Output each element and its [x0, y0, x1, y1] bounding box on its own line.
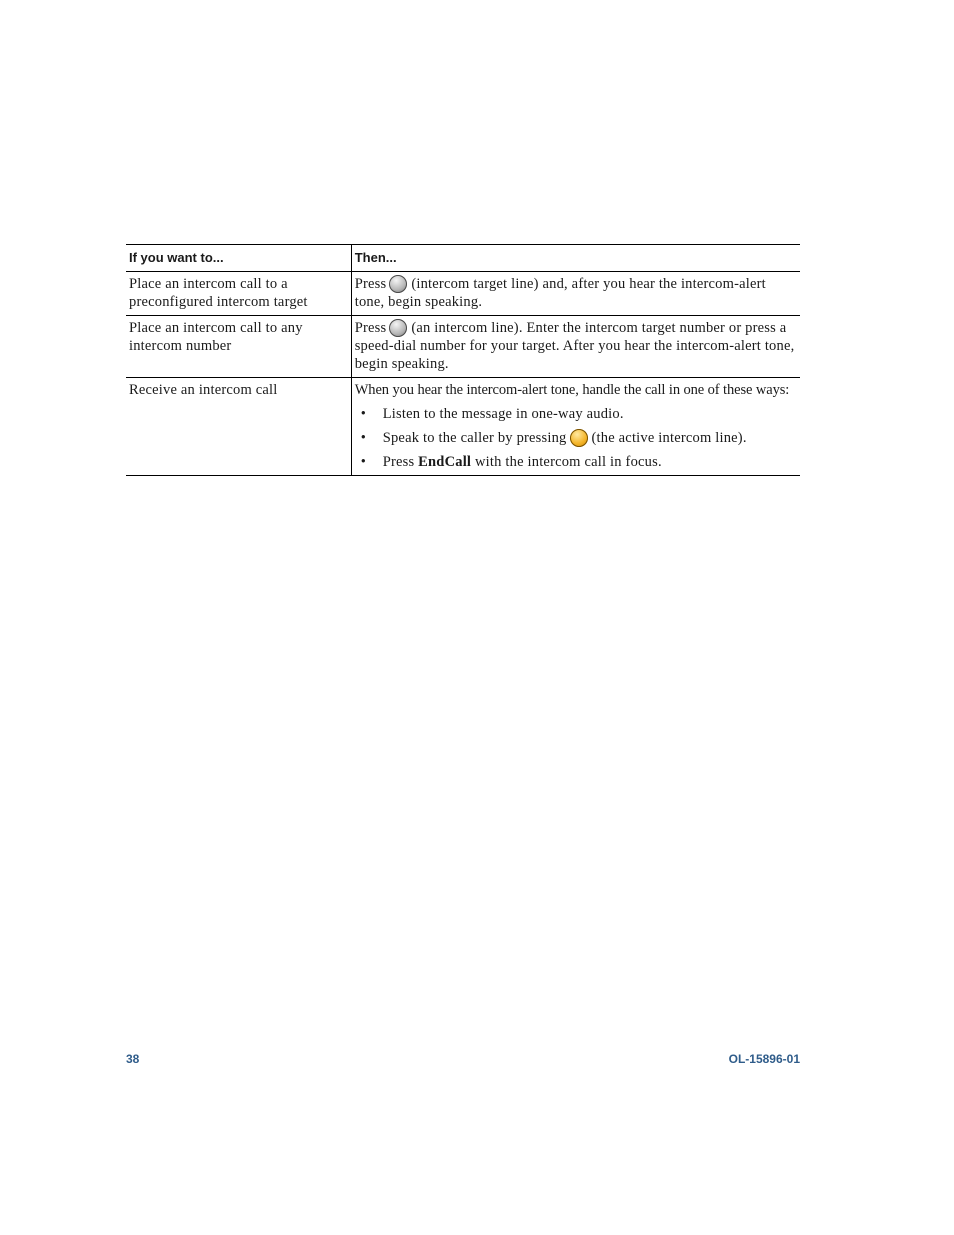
bullet-text: Press — [382, 454, 415, 470]
bullet-text: Speak to the caller by pressing — [382, 430, 567, 446]
amber-line-button-icon — [570, 429, 588, 447]
row-action: Receive an intercom call — [126, 378, 351, 476]
bullet-text: (the active intercom line). — [591, 430, 747, 446]
row-action: Place an intercom call to a preconfigured intercom target — [126, 272, 351, 316]
header-if-you-want-to: If you want to... — [126, 245, 351, 272]
then-text: (an intercom line). Enter the intercom target number or press a speed-dial number for your target. After you hear the intercom-alert tone, begin speaking. — [354, 320, 795, 372]
then-text: (intercom target line) and, after you hear the intercom-alert tone, begin speaking. — [354, 276, 766, 310]
gray-line-button-icon — [389, 319, 407, 337]
document-id: OL-15896-01 — [728, 1052, 800, 1066]
page-number: 38 — [126, 1052, 140, 1066]
table-header-row — [126, 245, 800, 272]
intercom-instructions-table — [126, 244, 800, 476]
header-then: Then... — [351, 245, 800, 272]
row-then — [351, 378, 800, 476]
press-text: Press — [354, 320, 387, 336]
bullet-text: with the intercom call in focus. — [474, 454, 662, 470]
row-action: Place an intercom call to any intercom number — [126, 316, 351, 378]
table-row — [126, 316, 800, 378]
press-text: Press — [354, 276, 387, 292]
endcall-softkey-label: EndCall — [418, 454, 472, 470]
row-then — [351, 272, 800, 316]
gray-line-button-icon — [389, 275, 407, 293]
row-intro: When you hear the intercom-alert tone, handle the call in one of these ways: — [354, 382, 790, 398]
ways-list — [355, 405, 797, 471]
table-row — [126, 378, 800, 476]
list-item — [355, 405, 797, 423]
list-item — [355, 453, 797, 471]
list-item — [355, 429, 797, 447]
row-then — [351, 316, 800, 378]
bullet-text: Listen to the message in one-way audio. — [382, 406, 624, 422]
table-row — [126, 272, 800, 316]
